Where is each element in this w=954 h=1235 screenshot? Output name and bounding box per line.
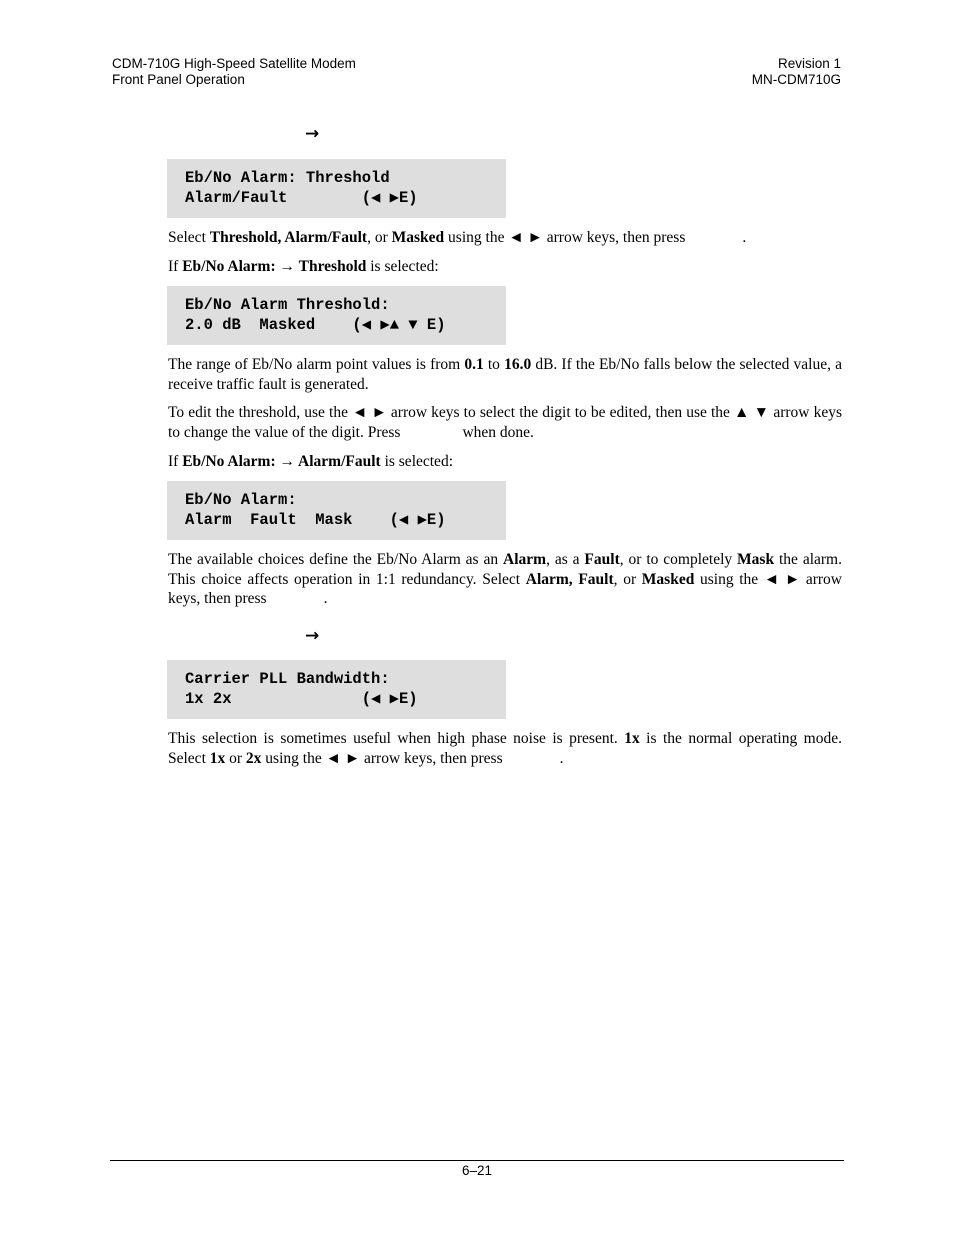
paragraph-threshold-range: The range of Eb/No alarm point values is from 0.1 to 16.0 dB. If the Eb/No falls below the selected value, a receive traffic fault is generated. — [168, 356, 842, 393]
lcd-line-2: 2.0 dB Masked (◀ ▶▲ ▼ E) — [185, 316, 446, 334]
paragraph-pll-bandwidth: This selection is sometimes useful when high phase noise is present. 1x is the normal operating mode. Select 1x or 2x using the ◄ ► arrow keys, then press . — [168, 730, 842, 767]
page-number: 6–21 — [461, 1163, 493, 1178]
lcd-line-1: Eb/No Alarm: Threshold — [185, 169, 390, 187]
paragraph-alarm-choices: The available choices define the Eb/No Alarm as an Alarm, as a Fault, or to completely Mask the alarm. This choice affects operation in 1:1 redundancy. Select Alarm, Fault, or Masked using the ◄ ► arrow keys, then press . — [168, 551, 842, 607]
menu-path-arrow-icon: → — [305, 124, 320, 144]
lcd-line-2: Alarm Fault Mask (◀ ▶E) — [185, 511, 446, 529]
lcd-display-carrier-pll-bandwidth — [167, 660, 506, 719]
lcd-line-1: Carrier PLL Bandwidth: — [185, 670, 390, 688]
header-right — [752, 56, 841, 88]
header-left — [112, 56, 356, 88]
chapter-title: Front Panel Operation — [112, 72, 245, 87]
paragraph-select-alarm-type: Select Threshold, Alarm/Fault, or Masked using the ◄ ► arrow keys, then press . — [168, 229, 747, 246]
lcd-line-2: Alarm/Fault (◀ ▶E) — [185, 189, 418, 207]
manual-number: MN-CDM710G — [751, 72, 841, 87]
paragraph-edit-threshold: To edit the threshold, use the ◄ ► arrow keys to select the digit to be edited, then use the ▲ ▼ arrow keys to change the value of the digit. Press when done. — [168, 404, 842, 441]
menu-path-arrow-icon: → — [305, 626, 320, 646]
paragraph-threshold-selected: If Eb/No Alarm: → Threshold is selected: — [168, 258, 439, 275]
document-title: CDM-710G High-Speed Satellite Modem — [112, 56, 356, 71]
lcd-line-1: Eb/No Alarm: — [185, 491, 297, 509]
lcd-line-1: Eb/No Alarm Threshold: — [185, 296, 390, 314]
revision-label: Revision 1 — [777, 56, 841, 71]
paragraph-alarm-fault-selected: If Eb/No Alarm: → Alarm/Fault is selected: — [168, 453, 453, 470]
footer-divider — [110, 1160, 844, 1161]
lcd-display-ebno-alarm — [167, 159, 506, 218]
lcd-display-ebno-alarm-fault — [167, 481, 506, 540]
lcd-line-2: 1x 2x (◀ ▶E) — [185, 690, 418, 708]
lcd-display-ebno-threshold — [167, 286, 506, 345]
